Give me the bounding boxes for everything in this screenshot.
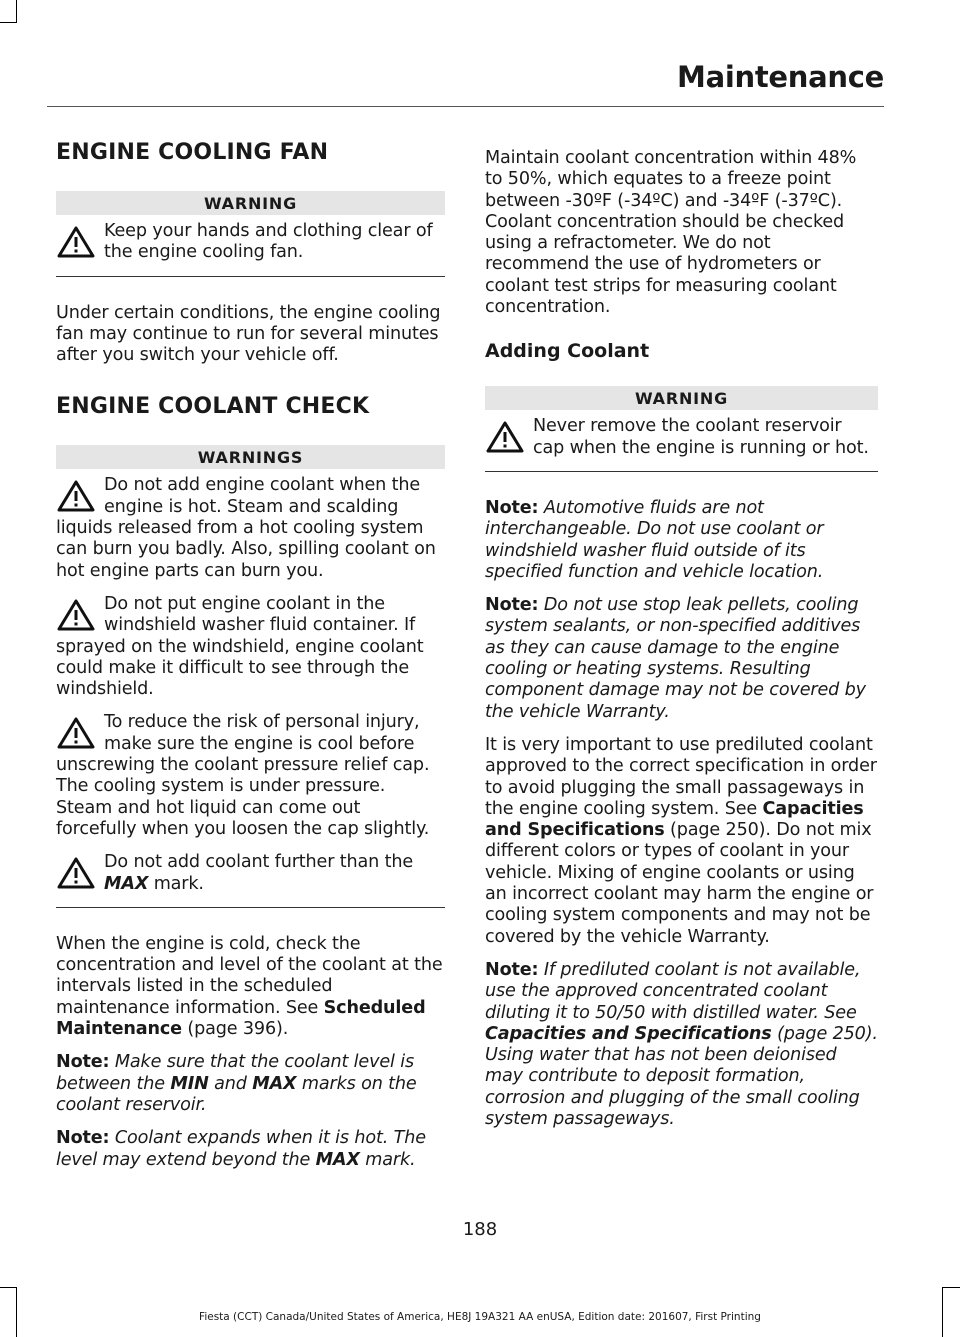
warning-item (56, 712, 445, 840)
warning-divider (56, 276, 445, 277)
subheading-adding-coolant: Adding Coolant (485, 340, 650, 363)
note (485, 960, 878, 1130)
warning-text: Do not add engine coolant when the engine is hot. Steam and scalding liquids released from a hot cooling system can burn you badly. Also, spilling coolant on hot engine parts can burn you. (56, 475, 436, 581)
link-capacities-specifications[interactable]: Capacities and Specifications (485, 1023, 772, 1044)
note-text: mark. (359, 1149, 416, 1170)
warning-divider (56, 907, 445, 908)
link-capacities-specifications[interactable]: Capacities and Specifications (485, 798, 864, 841)
warning-triangle-icon (56, 856, 96, 890)
warnings-header: WARNINGS (56, 445, 445, 469)
max-mark: MAX (315, 1149, 360, 1170)
note (56, 1052, 445, 1116)
note-text: Make sure that the coolant level is between the (56, 1052, 414, 1094)
left-column (56, 140, 445, 1183)
right-column (485, 148, 878, 1142)
link-scheduled-maintenance[interactable]: Scheduled Maintenance (56, 997, 426, 1040)
warning-text: To reduce the risk of personal injury, make sure the engine is cool before unscrewing the coolant pressure relief cap. The cooling system is under pressure. Steam and hot liquid can come out forcefully when you loosen the cap slightly. (56, 712, 430, 839)
note-label: Note: (56, 1052, 110, 1073)
paragraph (56, 934, 445, 1040)
note-text: If prediluted coolant is not available, use the approved concentrated coolant diluting it to 50/50 with distilled water. See (485, 959, 861, 1023)
note-text: Do not use stop leak pellets, cooling system sealants, or non-specified additives as they can cause damage to the engine cooling or heating systems. Resulting component damage may not be covered by the vehicle Warranty. (485, 595, 866, 722)
note-text: Coolant expands when it is hot. The level may extend beyond the (56, 1128, 426, 1170)
warning-text: Do not put engine coolant in the windshield washer fluid container. If sprayed on the windshield, engine coolant could make it difficult to see through the windshield. (56, 593, 424, 700)
paragraph (485, 735, 878, 948)
paragraph-text: When the engine is cold, check the concentration and level of the coolant at the intervals listed in the scheduled maintenance information. See (56, 933, 443, 1018)
paragraph-text: (page 396). (181, 1019, 289, 1040)
warning-item (56, 594, 445, 700)
note-label: Note: (485, 497, 539, 518)
warning-text: mark. (148, 873, 204, 894)
paragraph: Maintain coolant concentration within 48% to 50%, which equates to a freeze point between -30ºF (-34ºC) and -34ºF (-37ºC). Coolant concentration should be checked using a refractometer. We do not recommend the use of hydrometers or coolant test strips for measuring coolant concentration. (485, 148, 857, 318)
paragraph: Under certain conditions, the engine cooling fan may continue to run for several minutes after you switch your vehicle off. (56, 302, 441, 366)
warning-item (485, 416, 878, 459)
note (56, 1128, 445, 1171)
note (485, 498, 878, 583)
note-text: (page 250). Using water that has not been deionised may contribute to deposit formation, corrosion and plugging of the small cooling system passageways. (485, 1023, 878, 1129)
note-label: Note: (485, 959, 539, 980)
warning-divider (485, 471, 878, 472)
max-mark: MAX (104, 873, 149, 894)
note-label: Note: (485, 595, 539, 616)
warning-item (56, 852, 445, 895)
warning-triangle-icon (56, 479, 96, 513)
note-label: Note: (56, 1128, 110, 1149)
warning-text: Do not add coolant further than the (104, 852, 414, 873)
note-text: Automotive fluids are not interchangeable. Do not use coolant or windshield washer fluid outside of its specified function and vehicle location. (485, 497, 824, 582)
warning-item (56, 475, 445, 581)
note-text: and (208, 1073, 253, 1094)
warning-text: Keep your hands and clothing clear of the engine cooling fan. (104, 221, 433, 263)
paragraph-text: It is very important to use prediluted coolant approved to the correct specification in order to avoid plugging the small passageways in the engine cooling system. See (485, 734, 877, 819)
crop-mark (16, 0, 17, 22)
max-mark: MAX (252, 1073, 297, 1094)
header-rule (47, 106, 884, 107)
page-header-title: Maintenance (677, 60, 884, 94)
section-heading-coolant-check: ENGINE COOLANT CHECK (56, 394, 370, 420)
warning-triangle-icon (56, 598, 96, 632)
note (485, 595, 878, 723)
crop-mark (0, 1287, 17, 1288)
crop-mark (942, 1287, 960, 1288)
warning-triangle-icon (56, 716, 96, 750)
warning-text: Never remove the coolant reservoir cap when the engine is running or hot. (533, 416, 869, 458)
min-mark: MIN (170, 1073, 209, 1094)
footer-edition-info: Fiesta (CCT) Canada/United States of America, HE8J 19A321 AA enUSA, Edition date: 201607, First Printing (199, 1311, 761, 1323)
page-number: 188 (462, 1219, 498, 1240)
warning-triangle-icon (56, 225, 96, 259)
warning-triangle-icon (485, 420, 525, 454)
paragraph-text: (page 250). Do not mix different colors or types of coolant in your vehicle. Mixing of engine coolants or using an incorrect coolant may harm the engine or cooling system components and may not be covered by the vehicle Warranty. (485, 820, 874, 947)
note-text: marks on the coolant reservoir. (56, 1073, 417, 1115)
warning-header: WARNING (56, 191, 445, 215)
warning-item (56, 221, 445, 264)
section-heading-cooling-fan: ENGINE COOLING FAN (56, 140, 329, 165)
warning-header: WARNING (485, 386, 878, 410)
crop-mark (0, 22, 17, 23)
